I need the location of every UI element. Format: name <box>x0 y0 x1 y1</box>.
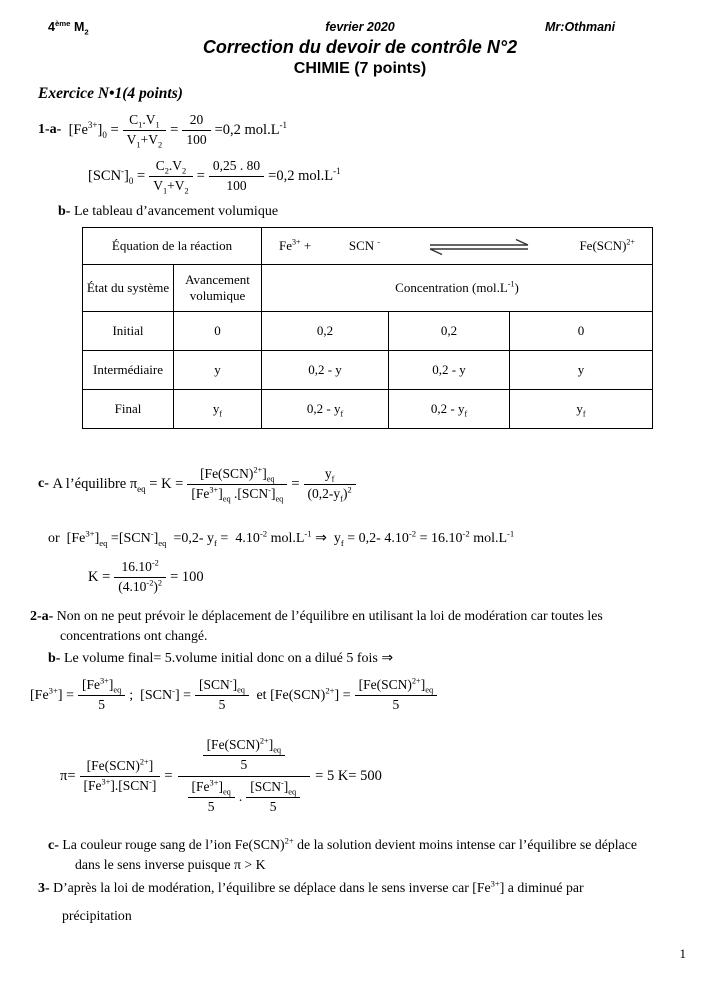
question-2a-text-line1: Non on ne peut prévoir le déplacement de l’équilibre en utilisant la loi de modération car toutes les <box>56 608 603 623</box>
formula-diluted-concentrations <box>30 670 720 722</box>
document-header <box>0 0 720 37</box>
question-2c-text-line1: La couleur rouge sang de l’ion Fe(SCN)$^{2+}$ de la solution devient moins intense car l’équilibre se déplace <box>62 834 637 852</box>
fraction-20-over-100 <box>182 112 210 149</box>
question-1b-label: b- <box>58 204 71 219</box>
equals-sign: = <box>170 121 179 138</box>
equation-header-cell: Équation de la réaction <box>83 228 262 265</box>
equation-cell <box>262 228 653 265</box>
question-3-text-line2: précipitation <box>62 907 132 923</box>
fraction-fe-eq-over-5 <box>188 779 235 816</box>
question-2a <box>30 607 720 627</box>
exercise-title: Exercice N•1(4 points) <box>38 85 183 102</box>
pi-result: = 5 K= 500 <box>315 768 382 785</box>
fraction-numerator: $y_f$ <box>304 466 356 485</box>
fraction-fe-over-5 <box>78 677 125 714</box>
teacher-name: Mr:Othmani <box>545 20 616 34</box>
multiplication-dot: . <box>238 788 243 804</box>
table-row-intermediaire <box>83 351 653 390</box>
scn-result: =0,2 $mol.L^{-1}$ <box>268 165 341 184</box>
table-row-equation <box>83 228 653 265</box>
formula-fe-initial-concentration <box>38 107 720 153</box>
question-3-label: 3- <box>38 881 50 897</box>
question-2b <box>48 650 720 667</box>
fraction-yf-expression <box>304 466 356 503</box>
equilibrium-intro: A l’équilibre $\pi_{eq} = K$ = <box>52 475 184 494</box>
cell-fescn: $y_f$ <box>510 390 653 429</box>
question-3-text-line1: D’après la loi de modération, l’équilibre se déplace dans le sens inverse car $[Fe^{3+}]$ a diminué par <box>53 878 584 896</box>
k-result: = 100 <box>170 568 204 585</box>
formula-scn-initial-concentration <box>88 153 720 199</box>
fraction-scn-eq-over-5 <box>246 779 300 816</box>
yf-calculation-text: or $[Fe^{3+}]_{eq} =[SCN^-]_{eq} =0,2-$ $y_f = 4.10^{-2}$ $mol.L^{-1}$ ⇒ $y_f = 0,2-$ $4.10^{-2} = 16.10^{-2}$ $mol.L^{-1}$ <box>48 527 515 548</box>
fraction-numerator: $[SCN^-]_{eq}$ <box>246 779 300 798</box>
fraction-k-expression <box>187 466 287 503</box>
cell-avancement: y <box>174 351 262 390</box>
formula-k-value <box>88 555 720 599</box>
product-fescn: Fe(SCN)$^{2+}$ <box>579 237 635 253</box>
question-2a-label: 2-a- <box>30 609 54 624</box>
avancement-header-cell: Avancement volumique <box>174 265 262 312</box>
fe-lhs: $[Fe^{3+}]_0$ = <box>68 119 119 140</box>
fraction-pi-expression <box>80 758 161 795</box>
k-lhs: K = <box>88 568 111 585</box>
cell-avancement: 0 <box>174 312 262 351</box>
cell-fescn: 0 <box>510 312 653 351</box>
fraction-025x80-over-100 <box>209 158 264 195</box>
formula-reaction-quotient <box>60 725 720 829</box>
cell-state: Final <box>83 390 174 429</box>
fraction-denominator: 5 <box>98 697 105 713</box>
fraction-denominator: $V_1+V_2$ <box>153 177 189 196</box>
table-row-initial <box>83 312 653 351</box>
fraction-denominator: 5 <box>240 757 248 773</box>
question-2c-label: c- <box>48 837 59 853</box>
fraction-denominator: 5 <box>269 798 277 814</box>
fraction-denominator: 100 <box>226 177 247 193</box>
fraction-denominator: $V_1+V_2$ <box>126 131 163 150</box>
fe-result: =0,2 $mol.L^{-1}$ <box>214 119 288 138</box>
question-1a-label: 1-a- <box>38 122 62 137</box>
question-1b-text: Le tableau d’avancement volumique <box>73 204 279 219</box>
fraction-numerator: $[Fe(SCN)^{2+}]_{eq}$ <box>187 466 287 485</box>
question-2c-text-line2: dans le sens inverse puisque π > K <box>75 857 266 873</box>
equals-sign: = <box>164 768 173 785</box>
equals-sign: = <box>291 475 300 492</box>
cell-state: Initial <box>83 312 174 351</box>
cell-fe: 0,2 <box>262 312 389 351</box>
document-title: Correction du devoir de contrôle N°2 <box>202 37 518 57</box>
big-fraction-denominator <box>178 777 311 818</box>
fraction-denominator: $(4.10^{-2})^2$ <box>118 578 163 594</box>
fescn-diluted-lhs: [Fe(SCN)$^{2+}$] = <box>270 684 351 703</box>
table-row-subheaders <box>83 265 653 312</box>
fraction-numerator: $[Fe^{3+}]_{eq}$ <box>188 779 235 798</box>
fraction-fescn-over-5 <box>355 677 438 714</box>
fraction-numerator: [Fe(SCN)$^{2+}$] <box>80 758 161 777</box>
fraction-denominator: 5 <box>392 697 400 713</box>
fraction-numerator: 0,25 . 80 <box>209 158 264 177</box>
fraction-denominator: 5 <box>207 798 215 814</box>
fe-diluted-lhs: $[Fe^{3+}]$ = <box>30 684 74 703</box>
formula-equilibrium-constant <box>38 453 720 515</box>
document-subtitle: CHIMIE (7 points) <box>293 60 427 77</box>
formula-yf-calculation <box>48 523 720 553</box>
fraction-c2v2-over-v1v2 <box>149 158 193 195</box>
cell-avancement: $y_f$ <box>174 390 262 429</box>
reactant-scn: SCN - <box>348 237 381 253</box>
question-2b-text: Le volume final= 5.volume initial donc on a dilué 5 fois ⇒ <box>63 650 394 666</box>
fraction-numerator: 20 <box>182 112 210 131</box>
equilibrium-arrow-icon <box>424 238 536 255</box>
fraction-denominator: 100 <box>186 131 207 147</box>
fraction-numerator: $[Fe(SCN)^{2+}]_{eq}$ <box>355 677 438 696</box>
concentration-header-cell: Concentration $(mol.L^{-1})$ <box>262 265 653 312</box>
fraction-numerator: $16.10^{-2}$ <box>114 559 166 578</box>
question-1b <box>58 204 720 220</box>
reactant-fe: $Fe^{3+}$ + <box>279 237 312 253</box>
cell-fe: 0,2 - y <box>262 351 389 390</box>
fraction-scn-over-5 <box>195 677 249 714</box>
cell-scn: $0,2 - y_f$ <box>389 390 510 429</box>
class-label: 4ème $M_2$ <box>48 18 89 37</box>
fraction-numerator: $[SCN^-]_{eq}$ <box>195 677 249 696</box>
document-date: fevrier 2020 <box>325 20 395 34</box>
cell-scn: 0,2 - y <box>389 351 510 390</box>
fraction-denominator: $[Fe^{3+}].[SCN^-]$ <box>83 777 157 794</box>
state-header-cell: État du système <box>83 265 174 312</box>
question-3 <box>38 879 720 899</box>
separator-semicolon: ; <box>129 687 134 703</box>
equals-sign: = <box>196 167 205 184</box>
fraction-denominator: $[Fe^{3+}]_{eq}$ $.[SCN^-]_{eq}$ <box>191 485 284 504</box>
page-number: 1 <box>679 946 686 961</box>
scn-lhs: $[SCN^-]_0$ = <box>88 165 146 186</box>
scn-diluted-lhs: [SCN-] = <box>140 684 192 703</box>
separator-et: et <box>252 687 271 703</box>
fraction-numerator: $[Fe^{3+}]_{eq}$ <box>78 677 125 696</box>
table-row-final <box>83 390 653 429</box>
fraction-pi-nested <box>178 735 311 818</box>
cell-fescn: y <box>510 351 653 390</box>
question-2b-label: b- <box>48 650 61 666</box>
question-1c-label: c- <box>38 476 49 491</box>
advancement-table <box>82 227 653 429</box>
question-2a-text-line2: concentrations ont changé. <box>60 627 208 643</box>
fraction-denominator: $(0,2-y_f)^2$ <box>307 485 352 504</box>
big-fraction-numerator <box>178 735 311 777</box>
fraction-k-numeric <box>114 559 166 596</box>
cell-scn: 0,2 <box>389 312 510 351</box>
cell-fe: $0,2 - y_f$ <box>262 390 389 429</box>
pi-lhs: π= <box>60 768 76 785</box>
question-2c <box>48 836 720 856</box>
fraction-fescn-eq-over-5 <box>203 737 286 774</box>
fraction-numerator: $C_1.V_1$ <box>123 112 167 131</box>
fraction-denominator: 5 <box>218 697 226 713</box>
cell-state: Intermédiaire <box>83 351 174 390</box>
fraction-numerator: $[Fe(SCN)^{2+}]_{eq}$ <box>203 737 286 756</box>
fraction-c1v1-over-v1v2 <box>123 112 167 149</box>
fraction-numerator: $C_2.V_2$ <box>149 158 193 177</box>
